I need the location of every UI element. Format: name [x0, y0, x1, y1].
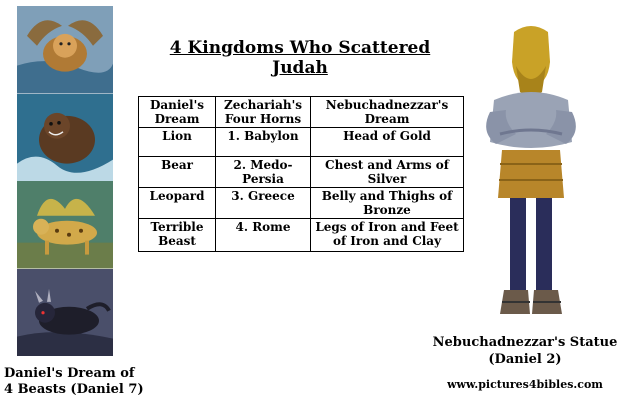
table-cell: Lion	[139, 128, 216, 157]
header-zechariahs-horns: Zechariah's Four Horns	[216, 97, 311, 128]
table-cell: Head of Gold	[311, 128, 464, 157]
statue-caption-line2: (Daniel 2)	[488, 352, 562, 367]
table-cell: Legs of Iron and Feet of Iron and Clay	[311, 219, 464, 252]
terrible-beast-image	[17, 269, 113, 357]
winged-leopard-image	[17, 181, 113, 269]
table-row	[139, 219, 464, 252]
statue-illustration	[476, 22, 586, 320]
table-header-row	[139, 97, 464, 128]
table-cell: 3. Greece	[216, 188, 311, 219]
bear-image	[17, 94, 113, 182]
table-row	[139, 188, 464, 219]
statue-caption	[430, 334, 618, 368]
page-title: 4 Kingdoms Who Scattered Judah	[169, 38, 431, 78]
table-cell: 4. Rome	[216, 219, 311, 252]
table-row	[139, 157, 464, 188]
beasts-caption-line1: Daniel's Dream of	[4, 366, 135, 381]
website-credit: www.pictures4bibles.com	[447, 378, 603, 391]
table-cell: 1. Babylon	[216, 128, 311, 157]
header-daniels-dream: Daniel's Dream	[139, 97, 216, 128]
table-row	[139, 128, 464, 157]
four-beasts-illustration	[17, 6, 113, 356]
header-nebuchadnezzars-dream: Nebuchadnezzar's Dream	[311, 97, 464, 128]
kingdoms-table	[138, 96, 464, 252]
beasts-caption	[4, 366, 154, 398]
table-cell: Belly and Thighs of Bronze	[311, 188, 464, 219]
beasts-caption-line2: 4 Beasts (Daniel 7)	[4, 382, 144, 397]
table-cell: Chest and Arms of Silver	[311, 157, 464, 188]
table-cell: Bear	[139, 157, 216, 188]
winged-lion-image	[17, 6, 113, 94]
table-cell: Terrible Beast	[139, 219, 216, 252]
table-cell: 2. Medo-Persia	[216, 157, 311, 188]
table-cell: Leopard	[139, 188, 216, 219]
statue-caption-line1: Nebuchadnezzar's Statue	[432, 335, 618, 350]
